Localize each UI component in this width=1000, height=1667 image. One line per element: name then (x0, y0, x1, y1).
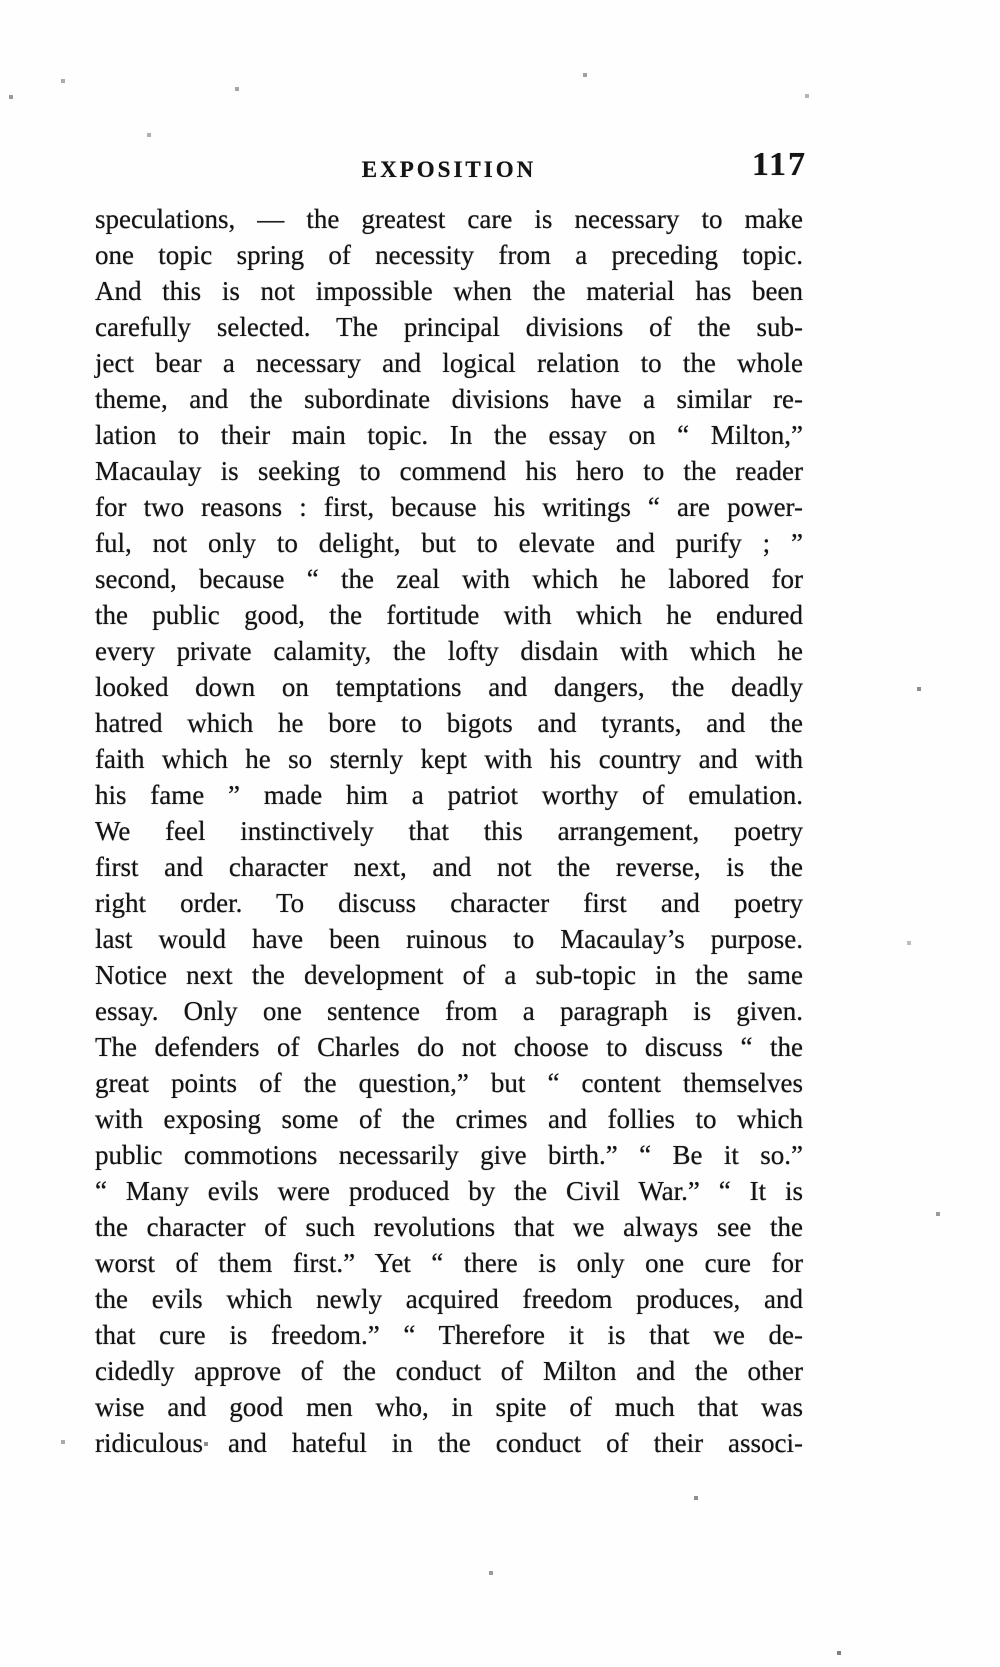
text-line: wise and good men who, in spite of much that was (95, 1392, 803, 1422)
text-line: ject bear a necessary and logical relation to the whole (95, 348, 803, 378)
text-line: theme, and the subordinate divisions have a similar re- (95, 384, 803, 414)
text-line: every private calamity, the lofty disdain with which he (95, 636, 803, 666)
text-line: Notice next the development of a sub-topic in the same (95, 960, 803, 990)
text-line: looked down on temptations and dangers, the deadly (95, 672, 803, 702)
text-line: hatred which he bore to bigots and tyrants, and the (95, 708, 803, 738)
text-line: ridiculous and hateful in the conduct of their associ- (95, 1428, 803, 1458)
text-line: that cure is freedom.” “ Therefore it is that we de- (95, 1320, 803, 1350)
text-line: with exposing some of the crimes and follies to which (95, 1104, 803, 1134)
text-line: Macaulay is seeking to commend his hero to the reader (95, 456, 803, 486)
text-line: his fame ” made him a patriot worthy of emulation. (95, 780, 803, 810)
text-line: second, because “ the zeal with which he labored for (95, 564, 803, 594)
text-line: one topic spring of necessity from a preceding topic. (95, 240, 803, 270)
text-line: faith which he so sternly kept with his country and with (95, 744, 803, 774)
scan-noise-speckles (0, 0, 2, 2)
text-line: And this is not impossible when the material has been (95, 276, 803, 306)
text-line: carefully selected. The principal divisions of the sub- (95, 312, 803, 342)
text-line: right order. To discuss character first and poetry (95, 888, 803, 918)
text-line: great points of the question,” but “ content themselves (95, 1068, 803, 1098)
text-line: the public good, the fortitude with which he endured (95, 600, 803, 630)
text-line: first and character next, and not the reverse, is the (95, 852, 803, 882)
text-line: speculations, — the greatest care is necessary to make (95, 204, 803, 234)
text-line: for two reasons : first, because his writings “ are power- (95, 492, 803, 522)
text-line: last would have been ruinous to Macaulay’s purpose. (95, 924, 803, 954)
text-line: the evils which newly acquired freedom produces, and (95, 1284, 803, 1314)
text-line: “ Many evils were produced by the Civil War.” “ It is (95, 1176, 803, 1206)
text-line: public commotions necessarily give birth.” “ Be it so.” (95, 1140, 803, 1170)
text-line: essay. Only one sentence from a paragraph is given. (95, 996, 803, 1026)
text-line: lation to their main topic. In the essay on “ Milton,” (95, 420, 803, 450)
text-line: ful, not only to delight, but to elevate and purify ; ” (95, 528, 803, 558)
page-header (95, 146, 807, 186)
page-body (95, 201, 803, 1461)
text-line: cidedly approve of the conduct of Milton and the other (95, 1356, 803, 1386)
text-line: We feel instinctively that this arrangement, poetry (95, 816, 803, 846)
page-number: 117 (751, 146, 807, 183)
text-line: The defenders of Charles do not choose to discuss “ the (95, 1032, 803, 1062)
text-line: worst of them first.” Yet “ there is only one cure for (95, 1248, 803, 1278)
running-head: EXPOSITION (361, 157, 537, 182)
text-line: the character of such revolutions that we always see the (95, 1212, 803, 1242)
